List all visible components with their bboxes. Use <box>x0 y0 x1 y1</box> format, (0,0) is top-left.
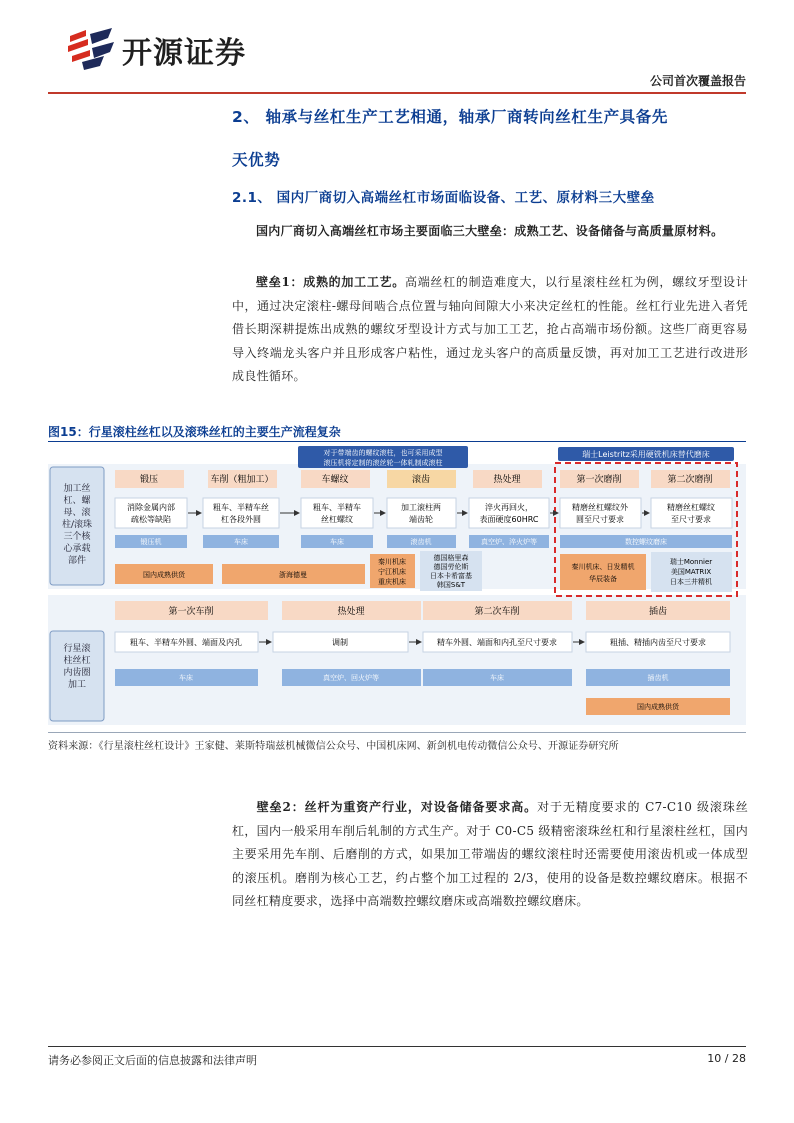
desc-line: 消除金属内部 <box>127 503 175 512</box>
desc-line: 精磨丝杠螺纹外 <box>572 503 628 512</box>
supplier-forging: 国内成熟供货 <box>143 571 185 579</box>
equip-label: 车床 <box>330 538 344 546</box>
footer-disclaimer: 请务必参阅正文后面的信息披露和法律声明 <box>48 1054 257 1067</box>
stage-label-first-grinding: 第一次磨削 <box>576 475 622 485</box>
desc-line: 粗车、半精车 <box>313 503 361 512</box>
equip-label: 车床 <box>234 538 248 546</box>
figure-title: 图15：行星滚柱丝杠以及滚珠丝杠的主要生产流程复杂 <box>48 425 341 439</box>
supplier-grinder-int-line: 美国MATRIX <box>670 568 712 576</box>
stage-label-forging: 锻压 <box>139 475 159 485</box>
row2-label-line: 加工 <box>67 680 87 690</box>
brand-logo-icon <box>64 26 118 70</box>
barrier2-lead: 壁垒2：丝杆为重资产行业，对设备储备要求高。 <box>256 800 538 814</box>
stage-label-thread-turning: 车螺纹 <box>321 475 349 485</box>
stage-label-second-grinding: 第二次磨削 <box>667 475 713 485</box>
row2-label-line: 内齿圈 <box>63 668 91 678</box>
figure-top-rule <box>48 441 746 442</box>
equip-label: 真空炉、淬火炉等 <box>481 538 537 546</box>
row1-label-line: 三个核 <box>63 532 91 542</box>
desc-line: 加工滚柱两 <box>401 503 441 512</box>
process-flow-diagram <box>48 445 746 728</box>
supplier-grinder-cn-line: 华辰装备 <box>589 575 617 583</box>
row2-supplier: 国内成熟供货 <box>637 703 679 711</box>
stage-label-rough-turning: 车削（粗加工） <box>210 475 274 485</box>
supplier-heat-line: 德国劳伦斯 <box>433 563 469 571</box>
supplier-box-grinder-cn <box>560 554 646 590</box>
desc-line: 淬火再回火， <box>485 503 533 512</box>
desc-line: 粗插、精插内齿至尺寸要求 <box>610 638 706 647</box>
figure-bottom-rule <box>48 732 746 733</box>
desc-line: 丝杠螺纹 <box>321 515 353 524</box>
equip-label: 数控螺纹磨床 <box>625 538 667 546</box>
footer-divider <box>48 1046 746 1047</box>
desc-line: 精车外圆、端面和内孔至尺寸要求 <box>437 638 557 647</box>
brand-logo <box>64 26 294 70</box>
row1-label-line: 心承载 <box>63 544 91 554</box>
desc-line: 杠各段外圆 <box>221 515 261 524</box>
stage-label-gear-shaping: 插齿 <box>648 607 668 617</box>
row1-equipment <box>115 535 732 548</box>
desc-line: 疏松等缺陷 <box>131 515 171 524</box>
desc-line: 圆至尺寸要求 <box>576 515 624 524</box>
figure-source: 资料来源：《行星滚柱丝杠设计》王家健、莱斯特瑞兹机械微信公众号、中国机床网、新剑机电传动微信公众号、开源证券研究所 <box>48 741 619 752</box>
stage-label-first-turning: 第一次车削 <box>168 607 214 617</box>
barrier2-body: 对于无精度要求的 C7-C10 级滚珠丝杠，国内一般采用车削后轧制的方式生产。对于 C0-C5 级精密滚珠丝杠和行星滚柱丝杠，国内主要采用先车削、后磨削的方式，如果加工带端齿的螺纹滚柱时还需要使用滚齿机或一体成型的滚压机。磨削为核心工艺，约占整个加工过程的 2/3，使用的设备是数控螺纹磨床。根据不同丝杠精度要求，选择中高端数控螺纹磨床或高端数控螺纹磨床。 <box>232 800 749 908</box>
top-note-line: 对于带端齿的螺纹滚柱，也可采用成型 <box>323 449 443 457</box>
supplier-heat-line: 日本卡希富基 <box>430 572 472 580</box>
supplier-heat-line: 韩国S&T <box>436 581 466 589</box>
subsection-title: 2.1、 国内厂商切入高端丝杠市场面临设备、工艺、原材料三大壁垒 <box>232 190 655 206</box>
page-number: 10 / 28 <box>707 1052 746 1065</box>
desc-line: 表面硬度60HRC <box>479 515 539 524</box>
top-note-line: 滚压机将定制的滚丝轮一体轧制成滚柱 <box>323 459 443 467</box>
equip-label: 插齿机 <box>647 674 669 682</box>
equip-label: 车床 <box>490 674 504 682</box>
supplier-lathe: 浙海德曼 <box>279 571 307 579</box>
row2-descriptions <box>115 632 730 652</box>
row2-label-line: 行星滚 <box>63 644 91 654</box>
stage-label-heat-treatment-2: 热处理 <box>337 607 365 617</box>
supplier-grinder-int-line: 日本三井精机 <box>670 578 712 586</box>
desc-line: 精磨丝杠螺纹 <box>667 503 715 512</box>
process-flow-figure <box>48 445 746 728</box>
stage-label-second-turning: 第二次车削 <box>474 607 520 617</box>
row2-label-line: 柱丝杠 <box>63 656 91 666</box>
header-divider <box>48 92 746 94</box>
desc-line: 至尺寸要求 <box>671 515 711 524</box>
equip-label: 滚齿机 <box>410 538 432 546</box>
supplier-grinder-int-line: 瑞士Monnier <box>669 558 713 566</box>
brand-name: 开源证券 <box>122 36 246 71</box>
supplier-hobbing-line: 重庆机床 <box>378 578 406 586</box>
row1-label-line: 杠、螺 <box>63 496 91 506</box>
section-title-line2: 天优势 <box>232 151 281 169</box>
supplier-hobbing-line: 秦川机床 <box>378 558 406 566</box>
supplier-heat-line: 德国格里森 <box>433 554 469 562</box>
row1-label-line: 部件 <box>67 556 87 566</box>
report-type: 公司首次覆盖报告 <box>649 74 746 88</box>
barrier1-lead: 壁垒1：成熟的加工工艺。 <box>256 275 405 289</box>
barrier1-body: 高端丝杠的制造难度大，以行星滚柱丝杠为例，螺纹牙型设计中，通过决定滚柱-螺母间啮合点位置与轴向间隙大小来决定丝杠的性能。丝杠行业先进入者凭借长期深耕提炼出成熟的螺纹牙型设计方式与加工工艺，抢占高端市场份额。这些厂商更容易导入终端龙头客户并且形成客户粘性，通过龙头客户的高质量反馈，再对加工工艺进行改进形成良性循环。 <box>232 275 748 383</box>
row1-label-line: 柱/滚珠 <box>61 520 93 530</box>
section-title-line1: 2、 轴承与丝杠生产工艺相通，轴承厂商转向丝杠生产具备先 <box>232 108 668 126</box>
supplier-hobbing-line: 宁江机床 <box>378 568 406 576</box>
desc-line: 调制 <box>332 638 348 647</box>
desc-line: 端齿轮 <box>409 515 433 524</box>
desc-line: 粗车、半精车丝 <box>213 503 269 512</box>
barrier1-paragraph <box>232 271 748 389</box>
equip-label: 车床 <box>179 674 193 682</box>
intro-paragraph: 国内厂商切入高端丝杠市场主要面临三大壁垒：成熟工艺、设备储备与高质量原材料。 <box>256 224 724 238</box>
supplier-grinder-cn-line: 秦川机床、日发精机 <box>571 563 635 571</box>
equip-label: 锻压机 <box>140 538 162 546</box>
row1-descriptions <box>115 498 732 528</box>
barrier2-paragraph <box>232 796 748 914</box>
leistritz-note: 瑞士Leistritz采用硬铣机床替代磨床 <box>582 450 710 459</box>
equip-label: 真空炉、回火炉等 <box>323 674 379 682</box>
desc-line: 粗车、半精车外圆、端面及内孔 <box>130 638 242 647</box>
stage-label-heat-treatment: 热处理 <box>493 475 521 485</box>
row1-label-line: 母、滚 <box>63 508 91 518</box>
row1-label-line: 加工丝 <box>63 484 91 494</box>
stage-label-hobbing: 滚齿 <box>411 475 431 485</box>
